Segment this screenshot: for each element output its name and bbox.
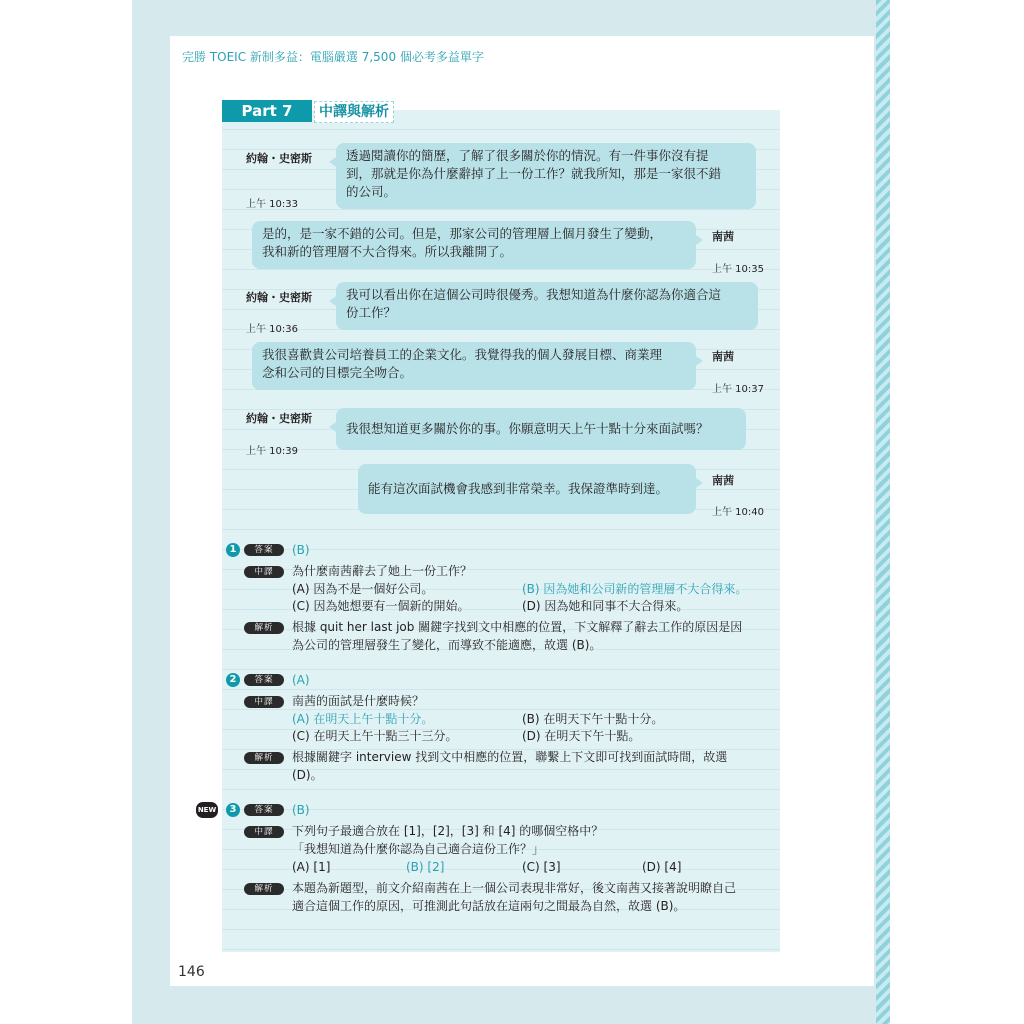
chat-line: 的公司。 — [346, 184, 397, 199]
chat-bubble — [336, 408, 746, 450]
new-badge: NEW — [196, 802, 218, 818]
chat-bubble — [358, 464, 696, 514]
decorative-stripe — [876, 0, 890, 1024]
analysis-line: 適合這個工作的原因，可推測此句話放在這兩句之間最為自然，故選 (B)。 — [292, 899, 686, 913]
chat-line: 我很喜歡貴公司培養員工的企業文化。我覺得我的個人發展目標、商業理 — [262, 347, 663, 362]
chat-line: 到，那就是你為什麼辭掉了上一份工作？就我所知，那是一家很不錯 — [346, 166, 722, 181]
answer-value: (B) — [292, 803, 310, 817]
analysis-line: 為公司的管理層發生了變化，而導致不能適應，故選 (B)。 — [292, 638, 602, 652]
option-b: (B) 因為她和公司新的管理層不大合得來。 — [522, 582, 748, 596]
speaker-name: 約翰・史密斯 — [246, 152, 312, 165]
chat-line: 我可以看出你在這個公司時很優秀。我想知道為什麼你認為你適合這 — [346, 287, 722, 302]
option-c: (C) 因為她想要有一個新的開始。 — [292, 599, 470, 613]
analysis-line: (D)。 — [292, 768, 323, 782]
speaker-name: 南茜 — [712, 350, 734, 363]
timestamp: 上午 10:40 — [712, 507, 764, 518]
option-b: (B) 在明天下午十點十分。 — [522, 712, 664, 726]
option-d: (D) 在明天下午十點。 — [522, 729, 641, 743]
speaker-name: 南茜 — [712, 474, 734, 487]
option-a: (A) [1] — [292, 860, 331, 874]
analysis-badge: 解析 — [244, 752, 284, 764]
chat-line: 份工作？ — [346, 305, 397, 320]
speaker-name: 約翰・史密斯 — [246, 412, 312, 425]
analysis-badge: 解析 — [244, 883, 284, 895]
timestamp: 上午 10:35 — [712, 264, 764, 275]
translation-badge: 中譯 — [244, 566, 284, 578]
option-d: (D) 因為她和同事不大合得來。 — [522, 599, 689, 613]
analysis-line: 根據 quit her last job 關鍵字找到文中相應的位置，下文解釋了辭去工作的原因是因 — [292, 620, 743, 634]
answer-value: (A) — [292, 673, 310, 687]
part-tab: Part 7 — [222, 100, 312, 122]
question-number: 2 — [226, 673, 240, 687]
question-number: 3 — [226, 803, 240, 817]
timestamp: 上午 10:39 — [246, 446, 298, 457]
answer-value: (B) — [292, 543, 310, 557]
question-quote: 「我想知道為什麼你認為自己適合這份工作？」 — [292, 842, 545, 856]
chat-bubble — [336, 282, 758, 330]
option-a: (A) 因為不是一個好公司。 — [292, 582, 434, 596]
chat-line: 能有這次面試機會我感到非常榮幸。我保證準時到達。 — [368, 481, 669, 496]
page-number: 146 — [178, 964, 205, 980]
answer-badge: 答案 — [244, 544, 284, 556]
option-d: (D) [4] — [642, 860, 682, 874]
timestamp: 上午 10:37 — [712, 384, 764, 395]
translation-badge: 中譯 — [244, 826, 284, 838]
question-text: 下列句子最適合放在 [1]，[2]，[3] 和 [4] 的哪個空格中？ — [292, 824, 604, 838]
translation-badge: 中譯 — [244, 696, 284, 708]
chat-line: 我很想知道更多關於你的事。你願意明天上午十點十分來面試嗎？ — [346, 421, 709, 436]
speaker-name: 南茜 — [712, 230, 734, 243]
question-text: 為什麼南茜辭去了她上一份工作？ — [292, 564, 473, 578]
speaker-name: 約翰・史密斯 — [246, 291, 312, 304]
answer-badge: 答案 — [244, 804, 284, 816]
analysis-line: 本題為新題型，前文介紹南茜在上一個公司表現非常好，後文南茜又接著說明瞭自己 — [292, 881, 737, 895]
timestamp: 上午 10:33 — [246, 199, 298, 210]
question-number: 1 — [226, 543, 240, 557]
question-text: 南茜的面試是什麼時候？ — [292, 694, 425, 708]
chat-line: 念和公司的目標完全吻合。 — [262, 365, 413, 380]
chat-line: 是的，是一家不錯的公司。但是，那家公司的管理層上個月發生了變動， — [262, 226, 663, 241]
chat-bubble — [252, 342, 696, 390]
timestamp: 上午 10:36 — [246, 324, 298, 335]
chat-line: 我和新的管理層不大合得來。所以我離開了。 — [262, 244, 513, 259]
option-a: (A) 在明天上午十點十分。 — [292, 712, 434, 726]
option-c: (C) [3] — [522, 860, 561, 874]
option-c: (C) 在明天上午十點三十三分。 — [292, 729, 458, 743]
chat-bubble — [252, 221, 696, 269]
answer-badge: 答案 — [244, 674, 284, 686]
option-b: (B) [2] — [406, 860, 445, 874]
analysis-badge: 解析 — [244, 622, 284, 634]
analysis-line: 根據關鍵字 interview 找到文中相應的位置，聯繫上下文即可找到面試時間，故選 — [292, 750, 728, 764]
chat-line: 透過閱讀你的簡歷，了解了很多關於你的情況。有一件事你沒有提 — [346, 148, 709, 163]
running-header: 完勝 TOEIC 新制多益：電腦嚴選 7,500 個必考多益單字 — [182, 50, 484, 64]
part-title: 中譯與解析 — [314, 101, 394, 123]
chat-bubble — [336, 143, 756, 209]
